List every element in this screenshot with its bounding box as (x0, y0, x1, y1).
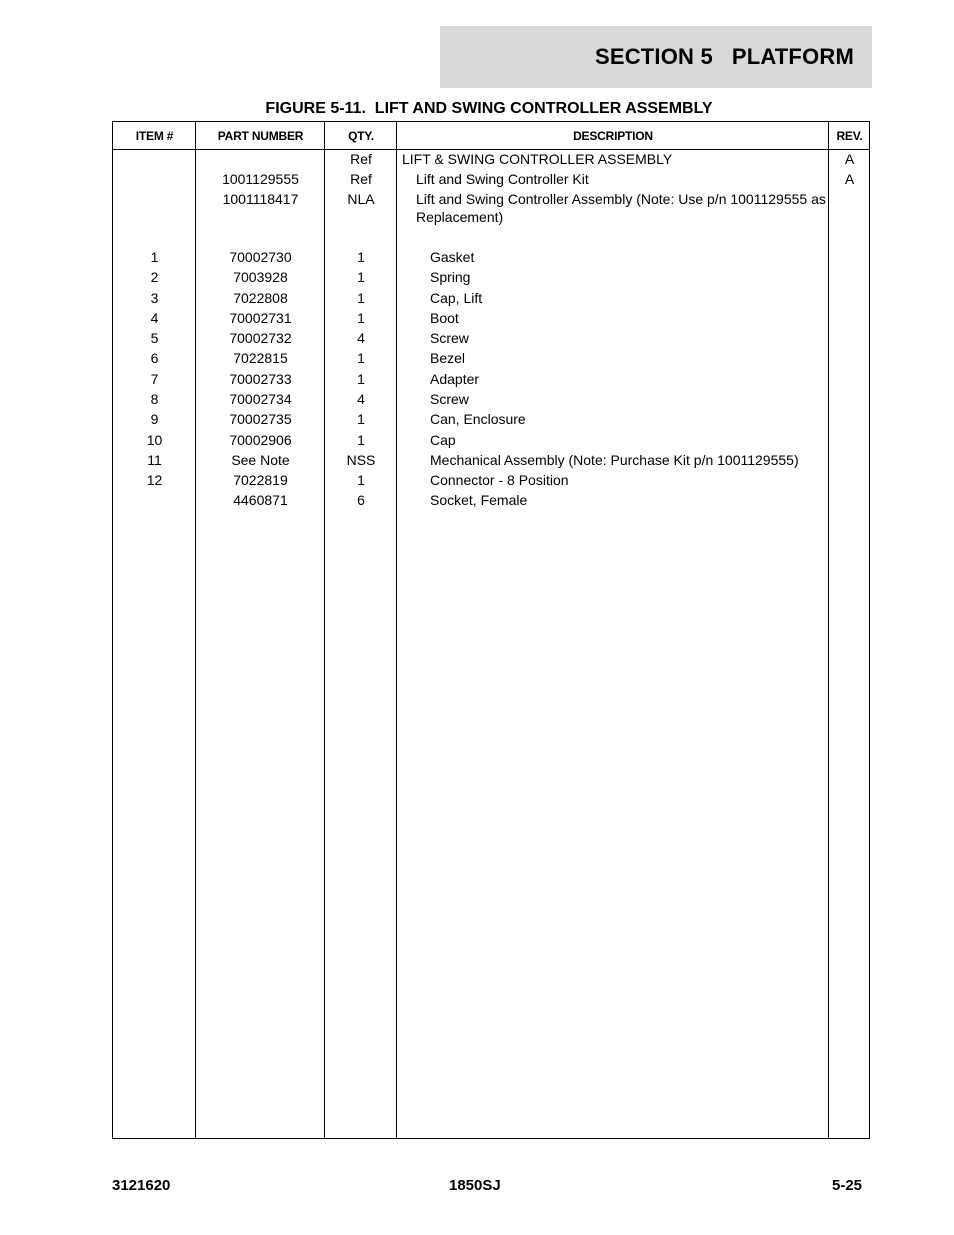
row-item-number: 10 (146, 432, 163, 448)
row-item-number: 5 (150, 330, 159, 346)
row-description: Mechanical Assembly (Note: Purchase Kit p/n 1001129555) (430, 452, 799, 468)
row-revision: A (844, 171, 855, 187)
row-quantity: Ref (350, 171, 372, 187)
row-quantity: 1 (357, 269, 365, 285)
row-description: Can, Enclosure (430, 411, 526, 427)
row-part-number: 7022819 (233, 472, 288, 488)
row-description: Screw (430, 391, 469, 407)
row-quantity: Ref (350, 151, 372, 167)
row-item-number: 3 (150, 290, 159, 306)
row-quantity: 1 (357, 472, 365, 488)
row-description: Socket, Female (430, 492, 528, 508)
row-description: Connector - 8 Position (430, 472, 569, 488)
row-description: Cap, Lift (430, 290, 483, 306)
footer-model: 1850SJ (449, 1177, 501, 1194)
row-part-number: See Note (231, 452, 290, 468)
row-item-number: 12 (146, 472, 163, 488)
row-part-number: 1001118417 (222, 191, 299, 207)
row-item-number: 6 (150, 350, 159, 366)
row-description: Lift and Swing Controller Assembly (Note: Use p/n 1001129555 as Replacement) (416, 191, 826, 225)
parts-table (112, 121, 870, 1139)
row-part-number: 7022815 (233, 350, 288, 366)
row-description: Boot (430, 310, 459, 326)
row-description: LIFT & SWING CONTROLLER ASSEMBLY (402, 151, 673, 167)
row-part-number: 70002906 (229, 432, 292, 448)
row-part-number: 70002735 (229, 411, 292, 427)
row-part-number: 7022808 (233, 290, 288, 306)
row-quantity: 6 (357, 492, 365, 508)
section-header (440, 26, 872, 88)
row-item-number: 9 (150, 411, 159, 427)
row-quantity: 1 (357, 411, 365, 427)
row-description: Gasket (430, 249, 475, 265)
row-description: Spring (430, 269, 471, 285)
footer-page-number: 5-25 (832, 1177, 863, 1194)
row-quantity: 1 (357, 432, 365, 448)
row-description: Lift and Swing Controller Kit (416, 171, 589, 187)
row-quantity: 1 (357, 350, 365, 366)
row-item-number: 4 (150, 310, 159, 326)
row-quantity: 1 (357, 290, 365, 306)
row-part-number: 1001129555 (222, 171, 299, 187)
row-item-number: 1 (150, 249, 159, 265)
row-quantity: 4 (357, 391, 365, 407)
row-part-number: 70002731 (229, 310, 292, 326)
row-quantity: NLA (347, 191, 375, 207)
row-description: Adapter (430, 371, 480, 387)
column-header-part-number: PART NUMBER (217, 128, 304, 143)
row-item-number: 2 (150, 269, 159, 285)
row-item-number: 11 (147, 452, 162, 468)
row-part-number: 70002734 (229, 391, 292, 407)
row-quantity: 1 (357, 310, 365, 326)
row-quantity: 1 (357, 371, 365, 387)
footer-doc-number: 3121620 (112, 1177, 171, 1194)
column-header-description: DESCRIPTION (573, 128, 653, 143)
row-description: Cap (430, 432, 456, 448)
row-part-number: 70002730 (229, 249, 292, 265)
row-part-number: 7003928 (233, 269, 288, 285)
row-revision: A (844, 151, 855, 167)
row-part-number: 70002733 (229, 371, 292, 387)
row-description: Bezel (430, 350, 466, 366)
row-part-number: 4460871 (233, 492, 288, 508)
row-description: Screw (430, 330, 469, 346)
column-header-item: ITEM # (135, 128, 174, 143)
row-item-number: 8 (150, 391, 159, 407)
column-header-rev: REV. (836, 128, 863, 143)
figure-title: FIGURE 5-11. LIFT AND SWING CONTROLLER ASSEMBLY (265, 100, 713, 117)
row-part-number: 70002732 (229, 330, 292, 346)
row-quantity: 4 (357, 330, 365, 346)
column-header-qty: QTY. (348, 128, 374, 143)
row-quantity: 1 (357, 249, 365, 265)
section-title: SECTION 5 PLATFORM (594, 44, 854, 69)
row-item-number: 7 (150, 371, 159, 387)
row-quantity: NSS (346, 452, 376, 468)
